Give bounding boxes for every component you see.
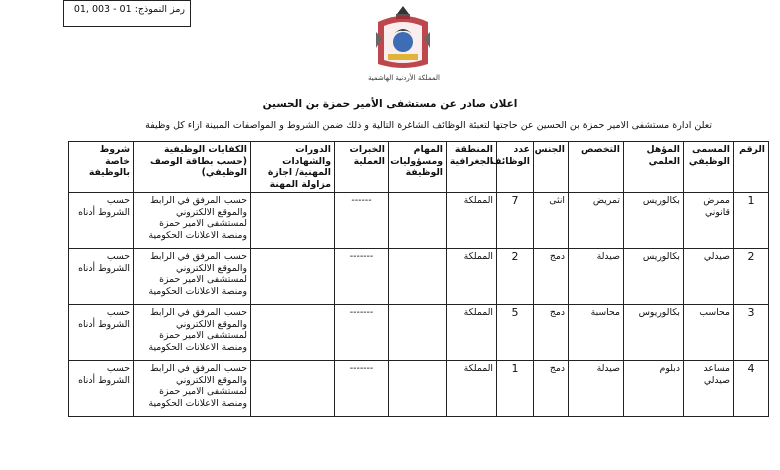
- cell-experience: ------: [335, 193, 389, 249]
- cell-number: 3: [734, 305, 769, 361]
- cell-special-conditions: حسب الشروط أدناه: [69, 361, 134, 417]
- cell-courses: [251, 305, 335, 361]
- cell-number: 1: [734, 193, 769, 249]
- cell-number: 4: [734, 361, 769, 417]
- column-header: الرقم: [734, 142, 769, 193]
- column-header: عدد الوظائف: [497, 142, 534, 193]
- table-header-row: [69, 142, 769, 193]
- page-title: اعلان صادر عن مستشفى الأمير حمزة بن الحسين: [262, 98, 518, 110]
- cell-qualification: بكالوريس: [624, 249, 684, 305]
- intro-text: تعلن ادارة مستشفى الامير حمزة بن الحسين عن حاجتها لتعبئة الوظائف الشاغرة التالية و ذلك ضمن الشروط و المواصفات المبينة ازاء كل وظيفة: [145, 120, 712, 131]
- jobs-table: [68, 141, 769, 417]
- cell-region: المملكة: [447, 249, 497, 305]
- table-row: [69, 249, 769, 305]
- form-code-label: رمز النموذج:: [134, 4, 185, 15]
- cell-gender: انثى: [534, 193, 569, 249]
- cell-courses: [251, 249, 335, 305]
- column-header: الكفايات الوظيفية (حسب بطاقة الوصف الوظيفي): [134, 142, 251, 193]
- cell-qualification: دبلوم: [624, 361, 684, 417]
- form-code-box: [63, 0, 191, 27]
- cell-competencies: حسب المرفق في الرابط والموقع الالكتروني لمستشفى الامير حمزة ومنصة الاعلانات الحكومية: [134, 305, 251, 361]
- cell-experience: -------: [335, 305, 389, 361]
- cell-competencies: حسب المرفق في الرابط والموقع الالكتروني لمستشفى الامير حمزة ومنصة الاعلانات الحكومية: [134, 249, 251, 305]
- cell-competencies: حسب المرفق في الرابط والموقع الالكتروني لمستشفى الامير حمزة ومنصة الاعلانات الحكومية: [134, 193, 251, 249]
- cell-vacancies: 7: [497, 193, 534, 249]
- cell-region: المملكة: [447, 361, 497, 417]
- cell-region: المملكة: [447, 193, 497, 249]
- column-header: شروط خاصة بالوظيفة: [69, 142, 134, 193]
- cell-duties: [389, 305, 447, 361]
- cell-experience: -------: [335, 249, 389, 305]
- cell-qualification: بكالوريوس: [624, 305, 684, 361]
- column-header: المؤهل العلمي: [624, 142, 684, 193]
- cell-job-title: صيدلي: [684, 249, 734, 305]
- column-header: الخبرات العملية: [335, 142, 389, 193]
- cell-gender: دمج: [534, 361, 569, 417]
- cell-special-conditions: حسب الشروط أدناه: [69, 249, 134, 305]
- table-row: [69, 305, 769, 361]
- cell-region: المملكة: [447, 305, 497, 361]
- cell-special-conditions: حسب الشروط أدناه: [69, 305, 134, 361]
- cell-courses: [251, 193, 335, 249]
- table-row: [69, 361, 769, 417]
- cell-vacancies: 5: [497, 305, 534, 361]
- cell-duties: [389, 193, 447, 249]
- cell-vacancies: 2: [497, 249, 534, 305]
- cell-job-title: مساعد صيدلي: [684, 361, 734, 417]
- cell-number: 2: [734, 249, 769, 305]
- cell-vacancies: 1: [497, 361, 534, 417]
- kingdom-name: المملكة الأردنية الهاشمية: [367, 74, 441, 82]
- cell-courses: [251, 361, 335, 417]
- cell-specialization: تمريض: [569, 193, 624, 249]
- cell-specialization: محاسبة: [569, 305, 624, 361]
- cell-duties: [389, 361, 447, 417]
- cell-job-title: ممرض قانوني: [684, 193, 734, 249]
- cell-duties: [389, 249, 447, 305]
- cell-special-conditions: حسب الشروط أدناه: [69, 193, 134, 249]
- column-header: المهام ومسؤوليات الوظيفة: [389, 142, 447, 193]
- cell-gender: دمج: [534, 249, 569, 305]
- column-header: التخصص: [569, 142, 624, 193]
- column-header: الجنس: [534, 142, 569, 193]
- column-header: المسمى الوظيفي: [684, 142, 734, 193]
- cell-job-title: محاسب: [684, 305, 734, 361]
- form-code-value: 01, 003 - 01: [73, 4, 132, 15]
- cell-gender: دمج: [534, 305, 569, 361]
- cell-specialization: صيدلة: [569, 361, 624, 417]
- column-header: الدورات والشهادات المهنية/ اجازة مزاولة المهنة: [251, 142, 335, 193]
- cell-experience: -------: [335, 361, 389, 417]
- cell-competencies: حسب المرفق في الرابط والموقع الالكتروني لمستشفى الامير حمزة ومنصة الاعلانات الحكومية: [134, 361, 251, 417]
- coat-of-arms-icon: [372, 2, 434, 74]
- cell-qualification: بكالوريس: [624, 193, 684, 249]
- cell-specialization: صيدلة: [569, 249, 624, 305]
- column-header: المنطقة الجغرافية: [447, 142, 497, 193]
- table-row: [69, 193, 769, 249]
